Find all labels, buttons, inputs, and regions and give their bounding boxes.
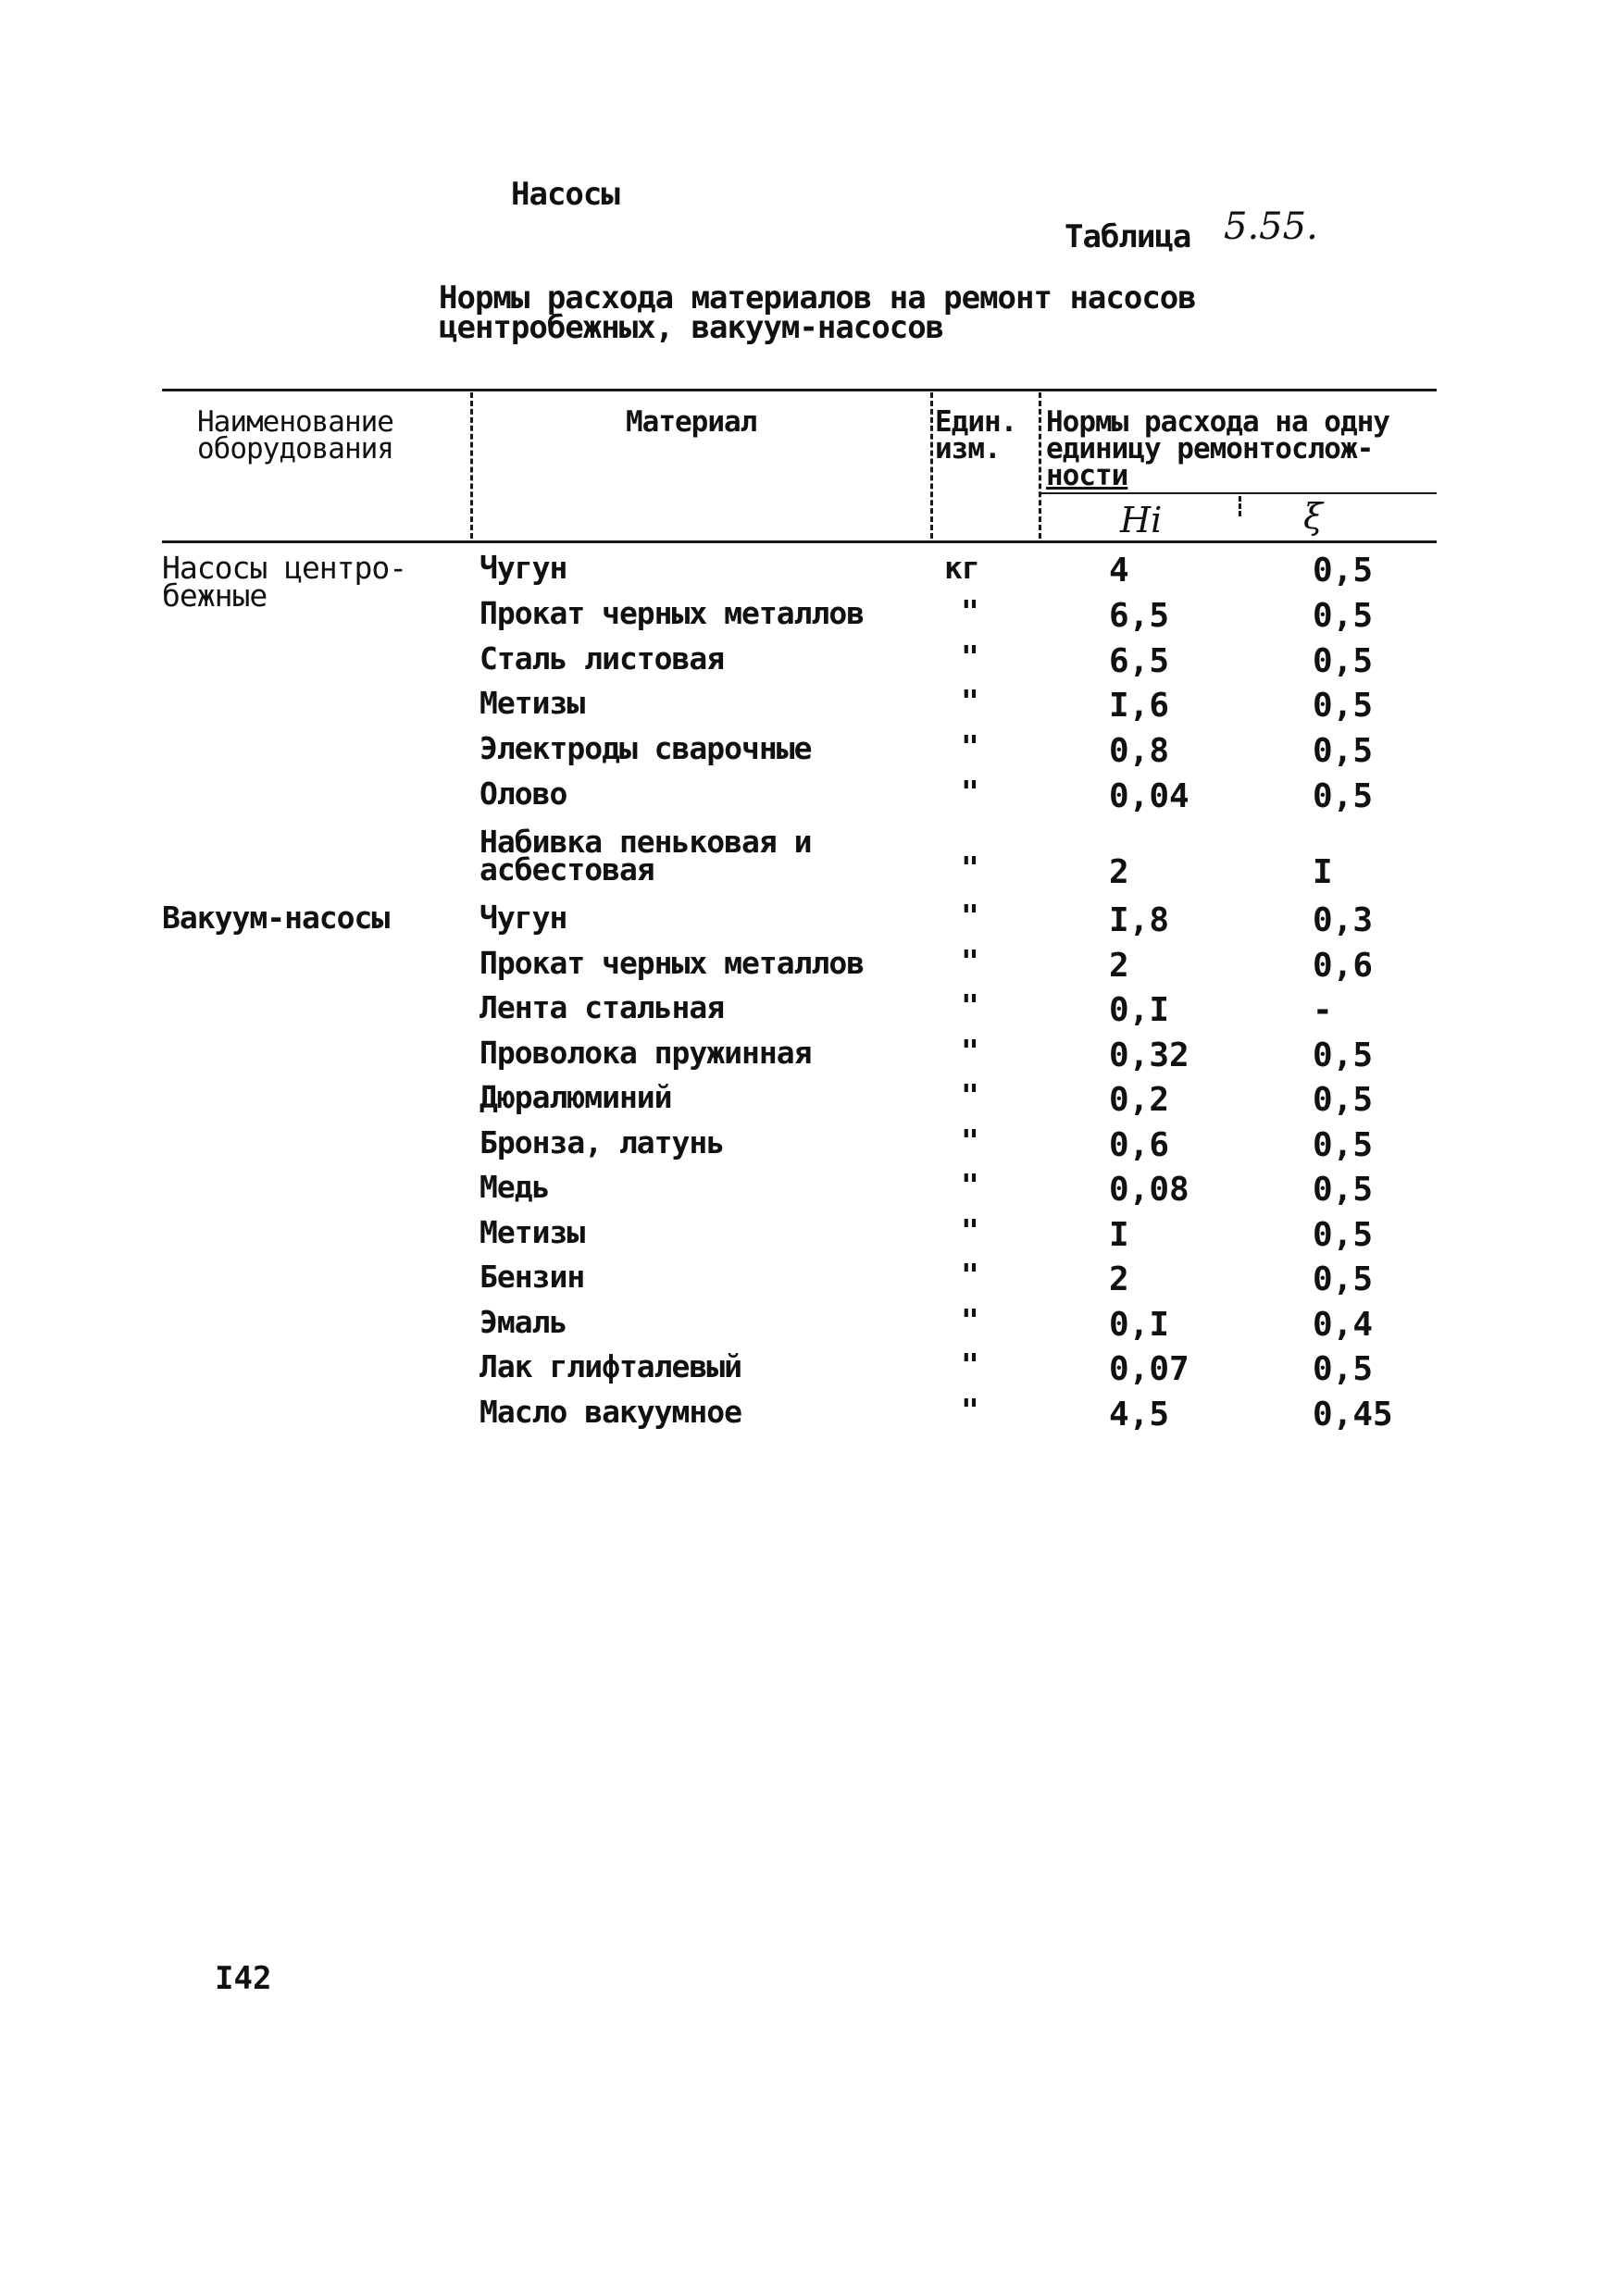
row-unit: " bbox=[961, 1167, 978, 1203]
table-caption-line-1: Нормы расхода материалов на ремонт насосов bbox=[439, 279, 1196, 316]
row-norm-x: 0,45 bbox=[1313, 1396, 1393, 1433]
row-norm-h: 6,5 bbox=[1109, 642, 1170, 680]
row-material: Лак глифталевый bbox=[479, 1348, 742, 1384]
header-hi: Hi bbox=[1120, 500, 1163, 540]
row-unit: " bbox=[961, 593, 978, 629]
row-material: Эмаль bbox=[479, 1304, 567, 1340]
group-centrifugal-line-1: Насосы центро- bbox=[162, 550, 407, 586]
row-unit: " bbox=[961, 1212, 978, 1248]
row-material: Проволока пружинная bbox=[479, 1035, 812, 1071]
row-material-cont: асбестовая bbox=[479, 851, 654, 887]
row-unit: " bbox=[961, 943, 978, 979]
row-norm-x: 0,5 bbox=[1313, 1350, 1374, 1388]
row-material: Чугун bbox=[479, 900, 567, 936]
row-unit: " bbox=[961, 1302, 978, 1338]
table-caption-line-2: центробежных, вакуум-насосов bbox=[439, 309, 944, 346]
row-material: Прокат черных металлов bbox=[479, 945, 865, 981]
row-material: Метизы bbox=[479, 1214, 585, 1250]
row-unit: " bbox=[961, 728, 978, 764]
row-norm-x: 0,5 bbox=[1313, 1216, 1374, 1254]
header-norms-line-2: единицу ремонтослож- bbox=[1046, 432, 1374, 465]
row-norm-x: 0,5 bbox=[1313, 1081, 1374, 1119]
row-unit: " bbox=[961, 1392, 978, 1428]
row-unit: " bbox=[961, 1123, 978, 1159]
header-unit-line-2: изм. bbox=[935, 432, 1001, 465]
row-unit: " bbox=[961, 1257, 978, 1293]
row-unit: " bbox=[961, 850, 978, 886]
table-top-rule bbox=[162, 389, 1437, 391]
norms-sub-rule bbox=[1041, 492, 1437, 494]
row-norm-x: 0,5 bbox=[1313, 552, 1374, 590]
row-unit: " bbox=[961, 898, 978, 934]
row-norm-h: 0,08 bbox=[1109, 1171, 1189, 1209]
row-material: Чугун bbox=[479, 550, 567, 586]
header-material: Материал bbox=[626, 405, 757, 439]
table-number: 5.55. bbox=[1224, 205, 1318, 248]
row-norm-h: 0,04 bbox=[1109, 777, 1189, 815]
row-norm-x: 0,5 bbox=[1313, 777, 1374, 815]
row-material: Прокат черных металлов bbox=[479, 595, 865, 631]
header-equipment-line-1: Наименование bbox=[197, 405, 393, 439]
row-norm-h: 0,6 bbox=[1109, 1126, 1170, 1164]
row-norm-x: 0,5 bbox=[1313, 1036, 1374, 1074]
row-material: Олово bbox=[479, 776, 567, 812]
row-norm-h: I,6 bbox=[1109, 687, 1170, 725]
row-norm-x: 0,5 bbox=[1313, 597, 1374, 635]
row-norm-h: 0,2 bbox=[1109, 1081, 1170, 1119]
row-norm-h: 0,I bbox=[1109, 1306, 1170, 1344]
row-material: Бронза, латунь bbox=[479, 1124, 725, 1160]
row-norm-h: I,8 bbox=[1109, 901, 1170, 939]
row-norm-x: 0,5 bbox=[1313, 687, 1374, 725]
row-norm-h: 4 bbox=[1109, 552, 1129, 590]
row-norm-x: 0,5 bbox=[1313, 1126, 1374, 1164]
row-norm-h: 0,I bbox=[1109, 991, 1170, 1029]
row-unit: " bbox=[961, 774, 978, 810]
row-norm-x: 0,6 bbox=[1313, 947, 1374, 985]
row-material: Медь bbox=[479, 1169, 550, 1205]
row-unit: " bbox=[961, 1033, 978, 1069]
row-unit: " bbox=[961, 683, 978, 719]
col-divider-1 bbox=[470, 392, 473, 539]
row-norm-h: 2 bbox=[1109, 1260, 1129, 1298]
col-divider-2 bbox=[930, 392, 933, 539]
row-norm-x: I bbox=[1313, 853, 1333, 891]
row-material: Дюралюминий bbox=[479, 1079, 672, 1115]
row-unit: кг bbox=[944, 550, 979, 586]
row-unit: " bbox=[961, 639, 978, 675]
col-divider-3 bbox=[1039, 392, 1041, 539]
row-material: Сталь листовая bbox=[479, 640, 725, 676]
row-unit: " bbox=[961, 987, 978, 1024]
row-norm-h: 2 bbox=[1109, 947, 1129, 985]
table-label: Таблица bbox=[1065, 218, 1191, 255]
row-norm-h: 4,5 bbox=[1109, 1396, 1170, 1433]
row-norm-x: 0,5 bbox=[1313, 642, 1374, 680]
header-xi: ξ bbox=[1303, 496, 1323, 537]
row-unit: " bbox=[961, 1077, 978, 1113]
group-vacuum-line-1: Вакуум-насосы bbox=[162, 900, 390, 936]
header-bottom-rule bbox=[162, 540, 1437, 543]
row-norm-h: 0,8 bbox=[1109, 732, 1170, 770]
page-number: I42 bbox=[215, 1960, 272, 1997]
header-unit-line-1: Един. bbox=[935, 405, 1017, 439]
row-norm-x: 0,5 bbox=[1313, 1171, 1374, 1209]
row-material: Метизы bbox=[479, 685, 585, 721]
row-norm-h: I bbox=[1109, 1216, 1129, 1254]
row-norm-h: 0,07 bbox=[1109, 1350, 1189, 1388]
row-norm-h: 0,32 bbox=[1109, 1036, 1189, 1074]
row-norm-x: - bbox=[1313, 991, 1333, 1029]
header-equipment-line-2: оборудования bbox=[197, 432, 393, 465]
row-material: Набивка пеньковая и bbox=[479, 824, 812, 860]
row-norm-x: 0,3 bbox=[1313, 901, 1374, 939]
row-norm-h: 6,5 bbox=[1109, 597, 1170, 635]
row-norm-x: 0,5 bbox=[1313, 732, 1374, 770]
row-norm-x: 0,5 bbox=[1313, 1260, 1374, 1298]
header-norms-line-1: Нормы расхода на одну bbox=[1046, 405, 1389, 439]
row-material: Лента стальная bbox=[479, 989, 725, 1025]
row-norm-h: 2 bbox=[1109, 853, 1129, 891]
row-norm-x: 0,4 bbox=[1313, 1306, 1374, 1344]
row-material: Бензин bbox=[479, 1259, 585, 1295]
group-centrifugal-line-2: бежные bbox=[162, 577, 268, 614]
row-material: Электроды сварочные bbox=[479, 730, 812, 766]
row-material: Масло вакуумное bbox=[479, 1394, 742, 1430]
section-title: Насосы bbox=[511, 176, 619, 213]
header-norms-line-3: ности bbox=[1046, 459, 1128, 492]
row-unit: " bbox=[961, 1347, 978, 1383]
col-divider-4 bbox=[1239, 496, 1241, 516]
